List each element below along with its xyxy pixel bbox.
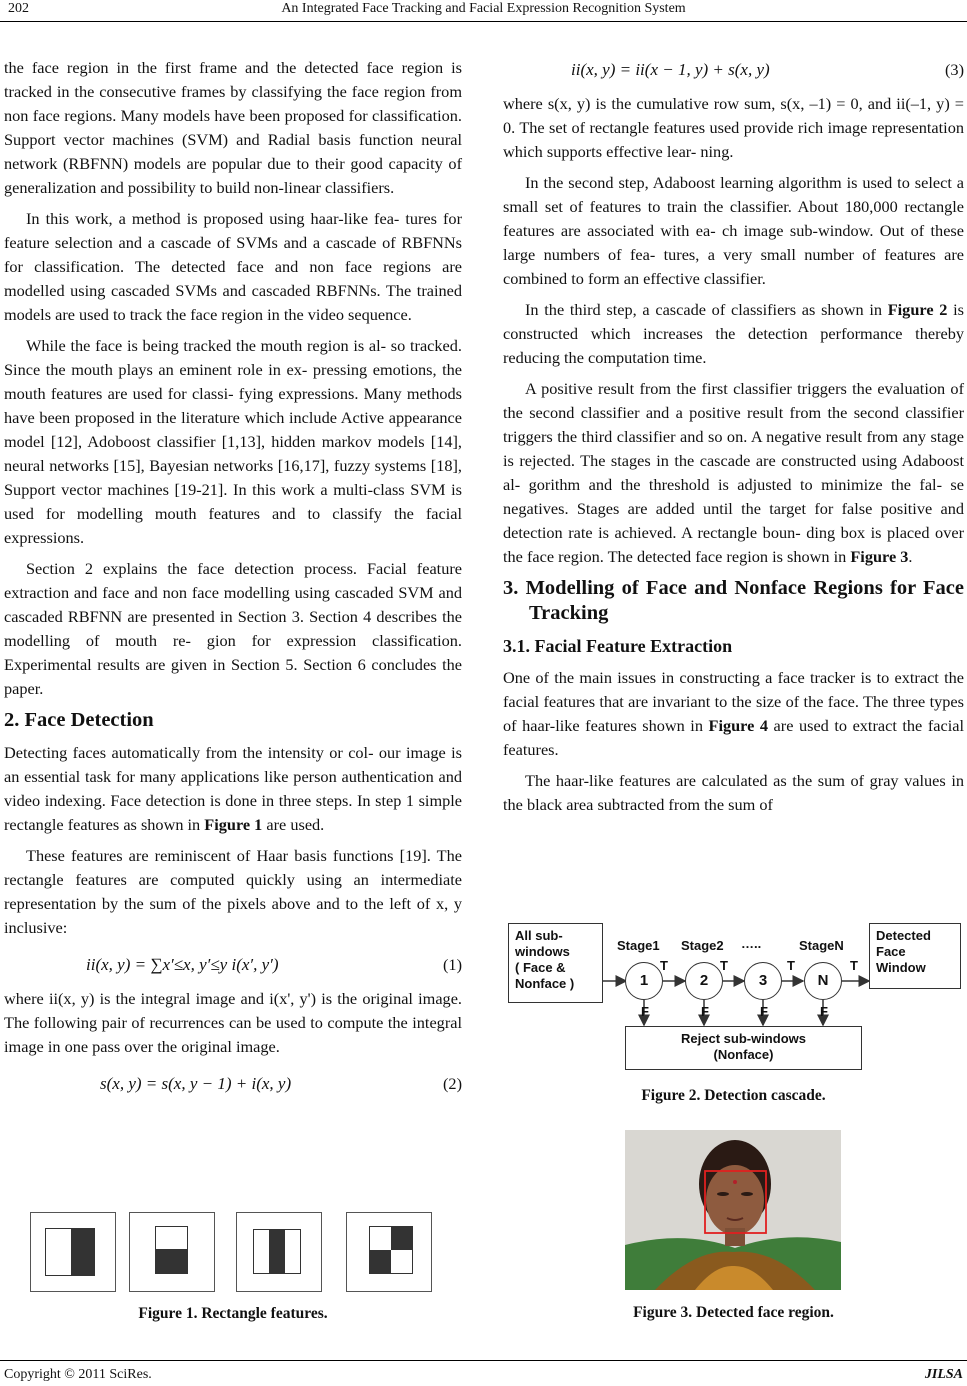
paragraph: The haar-like features are calculated as the sum of gray values in the black area subtracted from the sum of bbox=[503, 771, 964, 814]
figure-1-caption: Figure 1. Rectangle features. bbox=[138, 1305, 328, 1322]
paragraph: the face region in the first frame and the detected face region is tracked in the consecutive frames by classifying the face region from non face regions. Many models have been proposed for classification. Support vector machines (SVM) and Radial basis function neural network (RBFNN) models are popular due to their good capacity of generalization and possibility to build non-linear classifiers. bbox=[4, 58, 462, 197]
running-title: An Integrated Face Tracking and Facial Expression Recognition System bbox=[281, 1, 686, 16]
left-column bbox=[4, 56, 462, 1106]
false-label: F bbox=[820, 1004, 828, 1019]
running-header bbox=[0, 0, 967, 22]
equation-3 bbox=[503, 52, 964, 86]
true-label: T bbox=[660, 958, 668, 973]
true-label: T bbox=[787, 958, 795, 973]
paragraph: Section 2 explains the face detection process. Facial feature extraction and face and non face modelling using cascaded SVM and cascaded RBFNN are presented in Section 3. Section 4 describes the modelling of mouth re- gion for expression classification. Experimental results are given in Section 5. Section 6 concludes the paper. bbox=[4, 559, 462, 698]
footer-rule bbox=[0, 1360, 967, 1361]
equation-1 bbox=[4, 947, 462, 981]
figure-1-rectangle-features bbox=[27, 1212, 437, 1296]
stage-label: StageN bbox=[799, 938, 844, 953]
figure-reference: Figure 1 bbox=[204, 815, 263, 834]
figure-reference: Figure 2 bbox=[887, 300, 948, 319]
copyright-notice: Copyright © 2011 SciRes. bbox=[4, 1367, 152, 1382]
two-rect-horizontal-feature bbox=[30, 1212, 116, 1292]
equation-number: (2) bbox=[443, 1074, 462, 1093]
stage-node: N bbox=[804, 962, 842, 1000]
paragraph: In this work, a method is proposed using haar-like fea- tures for feature selection and a cascade of SVMs and a cascade of RBFNNs for classification. The detected face and non face regions are modelled using cascaded SVMs and cascaded RBFNNs. The trained models are used to track the face region in the video sequence. bbox=[4, 209, 462, 324]
paragraph: where ii(x, y) is the integral image and i(x', y') is the original image. The following pair of recurrences can be used to compute the integral image in one pass over the original image. bbox=[4, 989, 462, 1056]
reject-subwindows-box: Reject sub-windows (Nonface) bbox=[625, 1026, 862, 1070]
true-label: T bbox=[720, 958, 728, 973]
equation-number: (3) bbox=[945, 60, 964, 79]
paragraph: Detecting faces automatically from the intensity or col- our image is an essential task for many applications like person authentication and video indexing. Face detection is done in three steps. In step 1 simple rectangle features as shown in Figure 1 are used. bbox=[4, 743, 462, 834]
face-photo bbox=[625, 1130, 841, 1290]
figure-2-caption: Figure 2. Detection cascade. bbox=[641, 1087, 826, 1104]
journal-name: JILSA bbox=[924, 1367, 963, 1382]
two-rect-vertical-feature bbox=[129, 1212, 215, 1292]
equation-expression: ii(x, y) = ∑x′≤x, y′≤y i(x′, y′) bbox=[86, 955, 279, 974]
stage-label: Stage2 bbox=[681, 938, 724, 953]
equation-expression: s(x, y) = s(x, y − 1) + i(x, y) bbox=[100, 1074, 292, 1093]
stage-node: 1 bbox=[625, 962, 663, 1000]
false-label: F bbox=[701, 1004, 709, 1019]
detected-face-window-box: Detected Face Window bbox=[869, 923, 961, 989]
figure-reference: Figure 3 bbox=[850, 547, 909, 566]
page-footer bbox=[0, 1360, 967, 1386]
figure-3-detected-face-photo bbox=[625, 1130, 841, 1290]
figure-reference: Figure 4 bbox=[708, 716, 769, 735]
figure-2-detection-cascade bbox=[505, 918, 963, 1078]
equation-2 bbox=[4, 1066, 462, 1100]
paragraph: where s(x, y) is the cumulative row sum, s(x, –1) = 0, and ii(–1, y) = 0. The set of rectangle features used provide rich image representation which supports effective lear- ning. bbox=[503, 94, 964, 161]
stage-label: ….. bbox=[741, 936, 762, 951]
header-rule bbox=[0, 21, 967, 22]
paragraph: In the second step, Adaboost learning algorithm is used to select a small set of features to train the classifier. About 180,000 rectangle features are associated with ea- ch image sub-window. Out of these large numbers of fea- tures, a very small number of features are combined to form an effective classifier. bbox=[503, 173, 964, 288]
paragraph: One of the main issues in constructing a face tracker is to extract the facial features that are invariant to the size of the face. The three types of haar-like features shown in Figure 4 are used to extract the facial features. bbox=[503, 668, 964, 759]
false-label: F bbox=[641, 1004, 649, 1019]
equation-number: (1) bbox=[443, 955, 462, 974]
paragraph: These features are reminiscent of Haar basis functions [19]. The rectangle features are computed quickly using an intermediate representation by the sum of the pixels above and to the left of x, y inclusive: bbox=[4, 846, 462, 937]
right-column bbox=[503, 56, 964, 824]
section-heading: 2. Face Detection bbox=[4, 709, 154, 731]
stage-label: Stage1 bbox=[617, 938, 660, 953]
true-label: T bbox=[850, 958, 858, 973]
four-rect-feature bbox=[346, 1212, 432, 1292]
subsection-heading: 3.1. Facial Feature Extraction bbox=[503, 636, 733, 656]
input-subwindows-box: All sub- windows ( Face & Nonface ) bbox=[508, 923, 603, 1003]
stage-node: 3 bbox=[744, 962, 782, 1000]
paragraph: While the face is being tracked the mouth region is al- so tracked. Since the mouth plays an eminent role in ex- pressing emotions, the mouth features are used for classi- fying expressions. Many methods have been proposed in the literature which include Active appearance model [12], Adoboost classifier [1,13], hidden markov models [14], neural networks [15], Bayesian networks [16,17], fuzzy systems [18], Support vector machines [19-21]. In this work a multi-class SVM is used for modelling mouth features and to classify the facial expressions. bbox=[4, 336, 462, 547]
false-label: F bbox=[760, 1004, 768, 1019]
stage-node: 2 bbox=[685, 962, 723, 1000]
paragraph: A positive result from the first classifier triggers the evaluation of the second classifier and a positive result from the second classifier triggers the third classifier and so on. A negative result from any stage is rejected. The stages in the cascade are constructed using Adaboost al- gorithm and the threshold is adjusted to minimize the fal- se negatives. Stages are added until the target for false positive and detection rate is achieved. A rectangle boun- ding box is placed over the face region. The detected face region is shown in Figure 3. bbox=[503, 379, 964, 566]
equation-expression: ii(x, y) = ii(x − 1, y) + s(x, y) bbox=[571, 60, 770, 79]
page-number: 202 bbox=[8, 1, 29, 16]
three-rect-feature bbox=[236, 1212, 322, 1292]
figure-3-caption: Figure 3. Detected face region. bbox=[633, 1304, 834, 1321]
section-heading: 3. Modelling of Face and Nonface Regions for Face Tracking bbox=[503, 577, 964, 624]
paragraph: In the third step, a cascade of classifiers as shown in Figure 2 is constructed which increases the detection performance thereby reducing the computation time. bbox=[503, 300, 964, 367]
